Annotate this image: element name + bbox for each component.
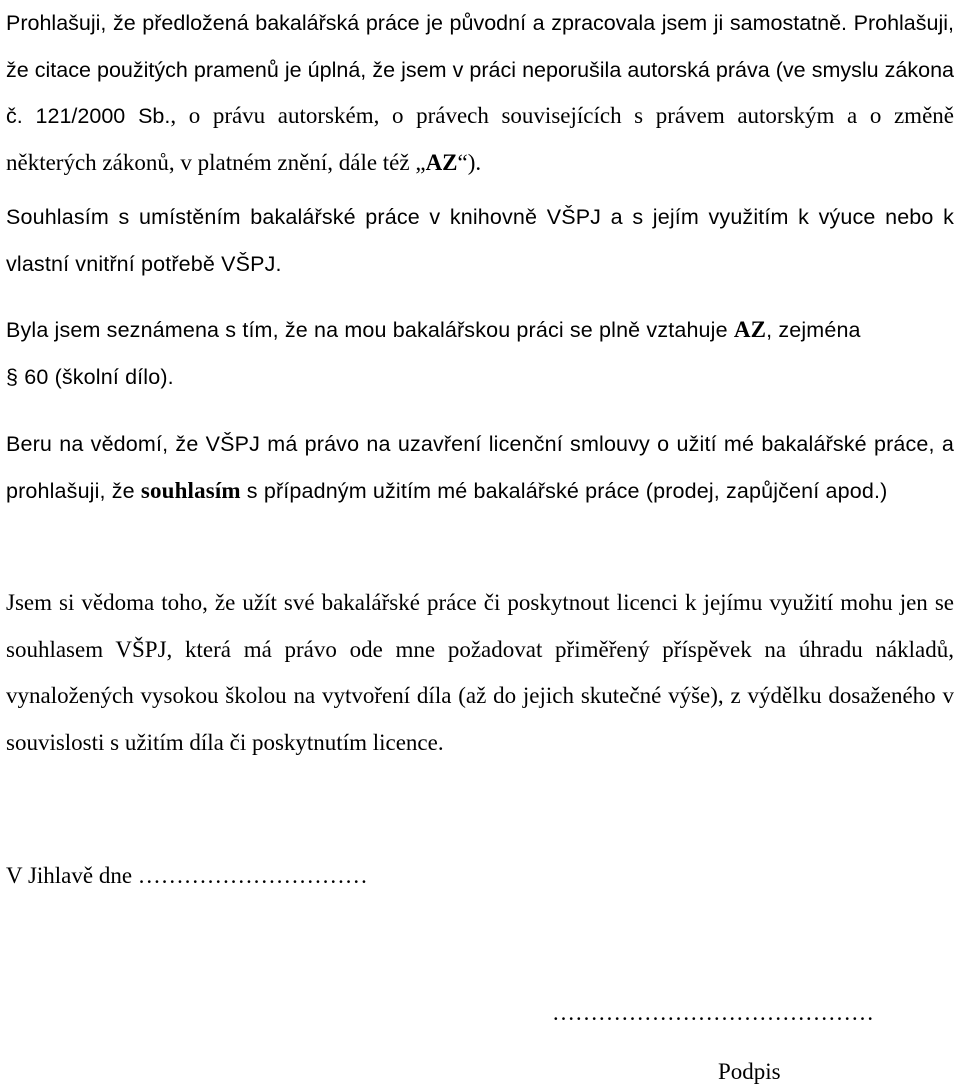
az-abbreviation: AZ xyxy=(733,317,767,342)
school-work-section: § 60 (školní dílo). xyxy=(6,364,174,389)
license-agreement-text: Beru na vědomí, že VŠPJ má právo na uzavření licenční smlouvy o užití mé bakalářské práce, a prohlašuji, že xyxy=(6,432,954,503)
copyright-act-text: , o právu autorském, o právech souvisejících s právem autorským a o změně některých zákonů, v platném znění, dále též „ xyxy=(6,103,954,175)
license-agreement-suffix: s případným užitím mé bakalářské práce (prodej, zapůjčení apod.) xyxy=(240,478,888,503)
az-applicability-suffix: , zejména xyxy=(766,318,861,342)
library-consent-paragraph: Souhlasím s umístěním bakalářské práce v knihovně VŠPJ a s jejím využitím k výuce nebo k vlastní vnitřní potřebě VŠPJ. xyxy=(6,205,954,276)
az-applicability-text: Byla jsem seznámena s tím, že na mou bakalářskou práci se plně vztahuje xyxy=(6,318,734,342)
az-abbreviation: AZ xyxy=(425,149,458,175)
az-applicability-paragraph xyxy=(6,307,954,400)
license-agreement-paragraph xyxy=(6,421,954,514)
originality-paragraph xyxy=(6,0,954,186)
signature-line: …………………………………… xyxy=(552,1000,874,1025)
license-conditions-paragraph: Jsem si vědoma toho, že užít své bakalářské práce či poskytnout licenci k jejímu využití mohu jen se souhlasem VŠPJ, která má právo ode mne požadovat přiměřený příspěvek na úhradu nákladů, vynaložených vysokou školou na vytvoření díla (až do jejich skutečné výše), z výdělku dosaženého v souvislosti s užitím díla či poskytnutím licence. xyxy=(6,590,954,755)
closing-quote: “). xyxy=(457,149,482,175)
signature-label: Podpis xyxy=(718,1059,781,1084)
place-and-date: V Jihlavě dne ………………………… xyxy=(6,863,368,888)
consent-keyword: souhlasím xyxy=(140,477,241,503)
originality-text: Prohlašuji, že předložená bakalářská práce je původní a zpracovala jsem ji samostatně. Prohlašuji, že citace použitých pramenů je úplná, že jsem v práci neporušila autorská práva (ve smyslu zákona č. 121/2000 Sb. xyxy=(6,11,954,128)
